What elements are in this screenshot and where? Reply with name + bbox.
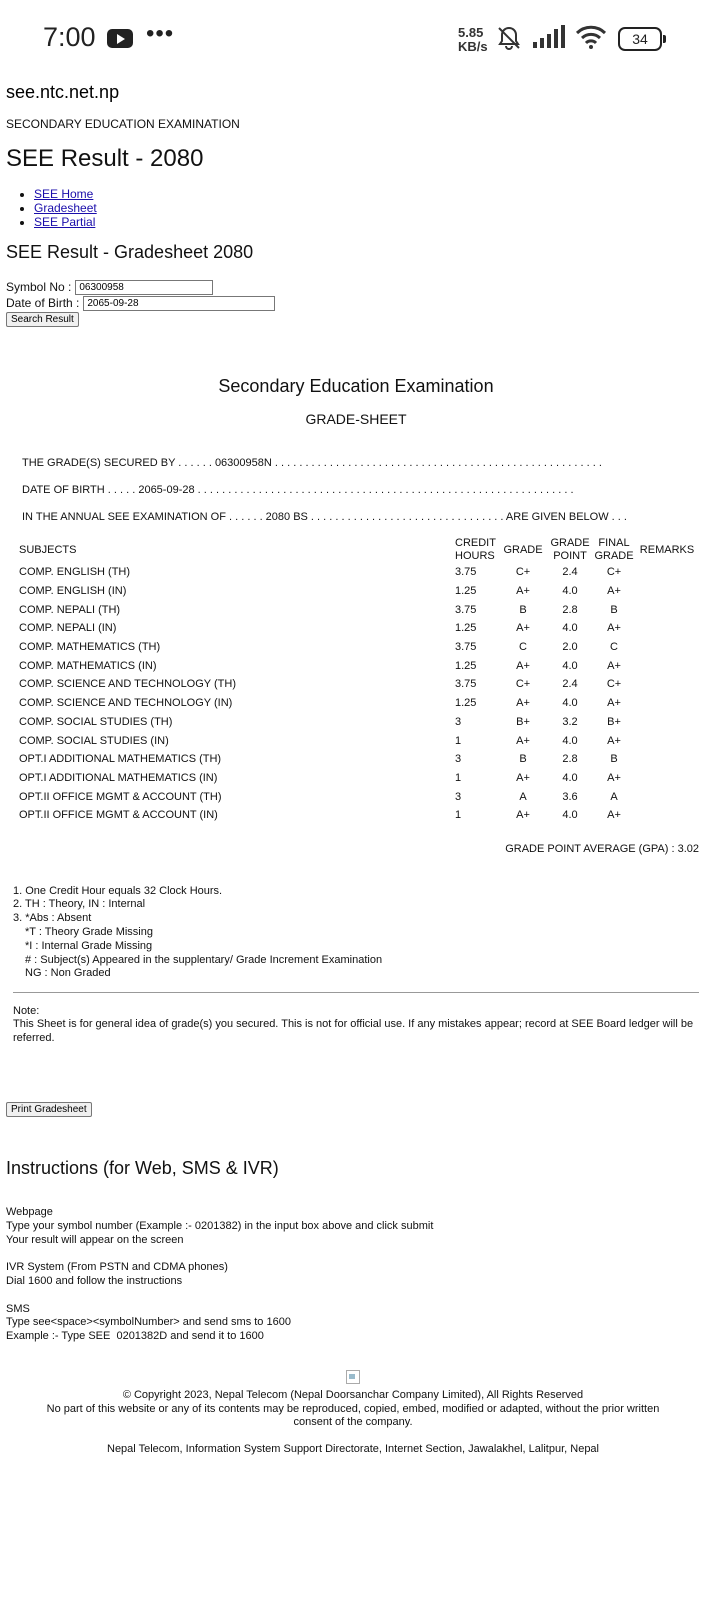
bell-muted-icon [495, 24, 523, 52]
remarks-cell [635, 731, 699, 750]
col-subjects: SUBJECTS [19, 543, 77, 556]
table-header-row [13, 537, 699, 563]
network-speed-value: 5.85 [458, 25, 484, 40]
final-cell: A [610, 790, 618, 803]
grade-cell: A+ [516, 659, 530, 672]
subject-cell: OPT.I ADDITIONAL MATHEMATICS (IN) [19, 771, 218, 784]
credit-cell: 1 [455, 771, 462, 784]
ivr-title: IVR System (From PSTN and CDMA phones) [6, 1261, 228, 1274]
note-line: 3. *Abs : Absent [13, 912, 92, 925]
web-step-2: Your result will appear on the screen [6, 1233, 184, 1246]
grade-cell: A+ [516, 697, 530, 710]
col-point-line1: GRADE [550, 537, 590, 549]
point-cell: 3.2 [562, 715, 578, 728]
nav-links [6, 187, 714, 229]
credit-cell: 1 [455, 809, 462, 822]
grades-table [13, 537, 699, 825]
remarks-cell [635, 600, 699, 619]
table-row [13, 619, 699, 638]
credit-cell: 3.75 [455, 678, 477, 691]
col-final-line2: GRADE [594, 550, 634, 562]
instructions-web [6, 1206, 433, 1247]
point-cell: 4.0 [562, 809, 578, 822]
credit-cell: 3 [455, 715, 462, 728]
table-row [13, 675, 699, 694]
point-cell: 2.0 [562, 641, 578, 654]
credit-cell: 1.25 [455, 622, 477, 635]
nav-item-gradesheet [34, 201, 714, 215]
exam-line: IN THE ANNUAL SEE EXAMINATION OF . . . . . . 2080 BS . . . . . . . . . . . . . . . . . . . . . . . . . . . . . . . . ARE GIVEN BELOW . . . [22, 511, 627, 523]
search-result-button[interactable]: Search Result [6, 312, 79, 327]
dob-line: DATE OF BIRTH . . . . . 2065-09-28 . . . . . . . . . . . . . . . . . . . . . . . . . . . . . . . . . . . . . . . . . . . . . . . . . . . . . . . . . . . . . . [22, 484, 574, 496]
point-cell: 4.0 [562, 622, 578, 635]
table-row [13, 582, 699, 601]
status-bar [0, 0, 720, 78]
final-cell: A+ [607, 734, 621, 747]
remarks-cell [635, 582, 699, 601]
subject-cell: COMP. NEPALI (TH) [19, 603, 121, 616]
print-gradesheet-button[interactable]: Print Gradesheet [6, 1102, 92, 1117]
table-row [13, 563, 699, 582]
note-line: *T : Theory Grade Missing [25, 926, 153, 939]
col-credit-hours [451, 537, 499, 563]
address-text: Nepal Telecom, Information System Support Directorate, Internet Section, Jawalakhel, Lalitpur, Nepal [107, 1443, 599, 1456]
form-heading: SEE Result - Gradesheet 2080 [6, 242, 254, 262]
more-dots-icon: ••• [146, 20, 175, 47]
credit-cell: 3 [455, 790, 462, 803]
grade-cell: A [519, 790, 527, 803]
divider [13, 992, 699, 993]
table-row [13, 731, 699, 750]
sms-step-1: Type see<space><symbolNumber> and send sms to 1600 [6, 1316, 291, 1329]
grade-cell: C+ [515, 566, 531, 579]
note-line: # : Subject(s) Appeared in the supplentary/ Grade Increment Examination [25, 953, 383, 966]
note-line: NG : Non Graded [25, 967, 111, 980]
network-speed [458, 26, 488, 54]
final-cell: A+ [607, 697, 621, 710]
point-cell: 4.0 [562, 659, 578, 672]
col-grade: GRADE [503, 543, 543, 556]
symbol-row [6, 279, 714, 295]
point-cell: 2.8 [562, 603, 578, 616]
copyright-text: © Copyright 2023, Nepal Telecom (Nepal Doorsanchar Company Limited), All Rights Reserved [122, 1388, 584, 1401]
remarks-cell [635, 769, 699, 788]
grade-cell: B [519, 753, 527, 766]
subject-cell: COMP. SOCIAL STUDIES (TH) [19, 715, 173, 728]
grade-cell: B [519, 603, 527, 616]
wifi-icon [575, 24, 607, 50]
col-point-line2: POINT [553, 550, 587, 562]
status-time: 7:00 [43, 22, 96, 52]
broken-image-icon [346, 1370, 360, 1384]
final-cell: A+ [607, 771, 621, 784]
web-title: Webpage [6, 1206, 53, 1218]
instructions-ivr [6, 1261, 433, 1289]
table-row [13, 713, 699, 732]
final-cell: B+ [607, 715, 621, 728]
credit-cell: 1.25 [455, 585, 477, 598]
subject-cell: OPT.I ADDITIONAL MATHEMATICS (TH) [19, 753, 222, 766]
grade-cell: C+ [515, 678, 531, 691]
instructions-body [6, 1206, 433, 1358]
table-row [13, 600, 699, 619]
subject-cell: COMP. SCIENCE AND TECHNOLOGY (IN) [19, 697, 233, 710]
note-line: *I : Internal Grade Missing [25, 939, 153, 952]
point-cell: 2.4 [562, 566, 578, 579]
subject-cell: COMP. MATHEMATICS (IN) [19, 659, 157, 672]
table-row [13, 694, 699, 713]
remarks-cell [635, 806, 699, 825]
page-title: SEE Result - 2080 [6, 145, 204, 172]
table-row [13, 656, 699, 675]
table-row [13, 638, 699, 657]
col-credit-line2: HOURS [455, 550, 495, 562]
grade-cell: A+ [516, 585, 530, 598]
youtube-icon [107, 29, 133, 48]
remarks-cell [635, 638, 699, 657]
note-heading: Note: [13, 1005, 40, 1018]
point-cell: 2.4 [562, 678, 578, 691]
network-speed-unit: KB/s [458, 39, 488, 54]
subject-cell: COMP. MATHEMATICS (TH) [19, 641, 161, 654]
subject-cell: OPT.II OFFICE MGMT & ACCOUNT (IN) [19, 809, 218, 822]
remarks-cell [635, 787, 699, 806]
point-cell: 2.8 [562, 753, 578, 766]
link-see-partial[interactable]: SEE Partial [34, 215, 96, 229]
ivr-step-1: Dial 1600 and follow the instructions [6, 1274, 183, 1287]
grades-body [13, 563, 699, 825]
subject-cell: COMP. NEPALI (IN) [19, 622, 117, 635]
credit-cell: 1.25 [455, 659, 477, 672]
col-remarks: REMARKS [639, 543, 695, 556]
secured-by-line: THE GRADE(S) SECURED BY . . . . . . 06300958N . . . . . . . . . . . . . . . . . . . . . . . . . . . . . . . . . . . . . . . . . . . . . . . . . . . . . . [22, 457, 602, 469]
remarks-cell [635, 713, 699, 732]
nav-item-see-home [34, 187, 714, 201]
remarks-cell [635, 750, 699, 769]
link-see-home[interactable]: SEE Home [34, 187, 94, 201]
grade-cell: A+ [516, 734, 530, 747]
gradesheet [13, 294, 699, 1045]
credit-cell: 1 [455, 734, 462, 747]
remarks-cell [635, 619, 699, 638]
point-cell: 3.6 [562, 790, 578, 803]
table-row [13, 750, 699, 769]
gradesheet-subtitle: GRADE-SHEET [305, 411, 407, 427]
final-cell: C [610, 641, 618, 654]
col-final-line1: FINAL [598, 537, 630, 549]
note-line: 1. One Credit Hour equals 32 Clock Hours. [13, 884, 223, 897]
legend-notes [13, 885, 699, 982]
grade-cell: A+ [516, 622, 530, 635]
credit-cell: 3.75 [455, 603, 477, 616]
footer [0, 1370, 706, 1457]
credit-cell: 3.75 [455, 566, 477, 579]
credit-cell: 1.25 [455, 697, 477, 710]
credit-cell: 3 [455, 753, 462, 766]
symbol-input[interactable] [75, 280, 213, 295]
grade-cell: A+ [516, 809, 530, 822]
final-cell: B [610, 753, 618, 766]
final-cell: A+ [607, 659, 621, 672]
link-gradesheet[interactable]: Gradesheet [34, 201, 97, 215]
remarks-cell [635, 563, 699, 582]
final-cell: C+ [606, 678, 622, 691]
final-cell: A+ [607, 809, 621, 822]
sms-step-2: Example :- Type SEE 0201382D and send it to 1600 [6, 1330, 264, 1343]
col-grade-point [547, 537, 593, 563]
col-final-grade [593, 537, 635, 563]
instructions-heading: Instructions (for Web, SMS & IVR) [6, 1158, 279, 1178]
subject-cell: COMP. SCIENCE AND TECHNOLOGY (TH) [19, 678, 236, 691]
gpa-value: GRADE POINT AVERAGE (GPA) : 3.02 [505, 842, 699, 855]
gradesheet-title: Secondary Education Examination [218, 376, 494, 396]
remarks-cell [635, 656, 699, 675]
point-cell: 4.0 [562, 585, 578, 598]
table-row [13, 806, 699, 825]
grade-cell: B+ [516, 715, 530, 728]
page-content [6, 78, 714, 327]
remarks-cell [635, 694, 699, 713]
sms-title: SMS [6, 1302, 30, 1315]
grade-cell: A+ [516, 771, 530, 784]
subject-cell: OPT.II OFFICE MGMT & ACCOUNT (TH) [19, 790, 222, 803]
credit-cell: 3.75 [455, 641, 477, 654]
remarks-cell [635, 675, 699, 694]
subject-cell: COMP. SOCIAL STUDIES (IN) [19, 734, 169, 747]
grade-cell: C [519, 641, 527, 654]
instructions-sms [6, 1303, 433, 1344]
signal-icon [532, 24, 566, 50]
final-cell: A+ [607, 622, 621, 635]
point-cell: 4.0 [562, 734, 578, 747]
nav-item-see-partial [34, 215, 714, 229]
subject-cell: COMP. ENGLISH (IN) [19, 585, 127, 598]
battery-icon: 34 [618, 27, 662, 51]
point-cell: 4.0 [562, 771, 578, 784]
dob-label: Date of Birth : [6, 296, 80, 310]
final-cell: B [610, 603, 618, 616]
site-url: see.ntc.net.np [6, 82, 120, 102]
subject-cell: COMP. ENGLISH (TH) [19, 566, 131, 579]
final-cell: A+ [607, 585, 621, 598]
rights-text: No part of this website or any of its contents may be reproduced, copied, embed, modified or adapted, without the prior written consent of the company. [46, 1402, 660, 1429]
col-credit-line1: CREDIT [455, 537, 496, 549]
web-step-1: Type your symbol number (Example :- 0201382) in the input box above and click submit [6, 1219, 434, 1232]
final-cell: C+ [606, 566, 622, 579]
table-row [13, 787, 699, 806]
note-line: 2. TH : Theory, IN : Internal [13, 898, 146, 911]
point-cell: 4.0 [562, 697, 578, 710]
exam-name: SECONDARY EDUCATION EXAMINATION [6, 117, 240, 131]
symbol-label: Symbol No : [6, 280, 72, 294]
table-row [13, 769, 699, 788]
note-text: This Sheet is for general idea of grade(s) you secured. This is not for official use. If any mistakes appear; record at SEE Board ledger will be referred. [13, 1018, 694, 1045]
